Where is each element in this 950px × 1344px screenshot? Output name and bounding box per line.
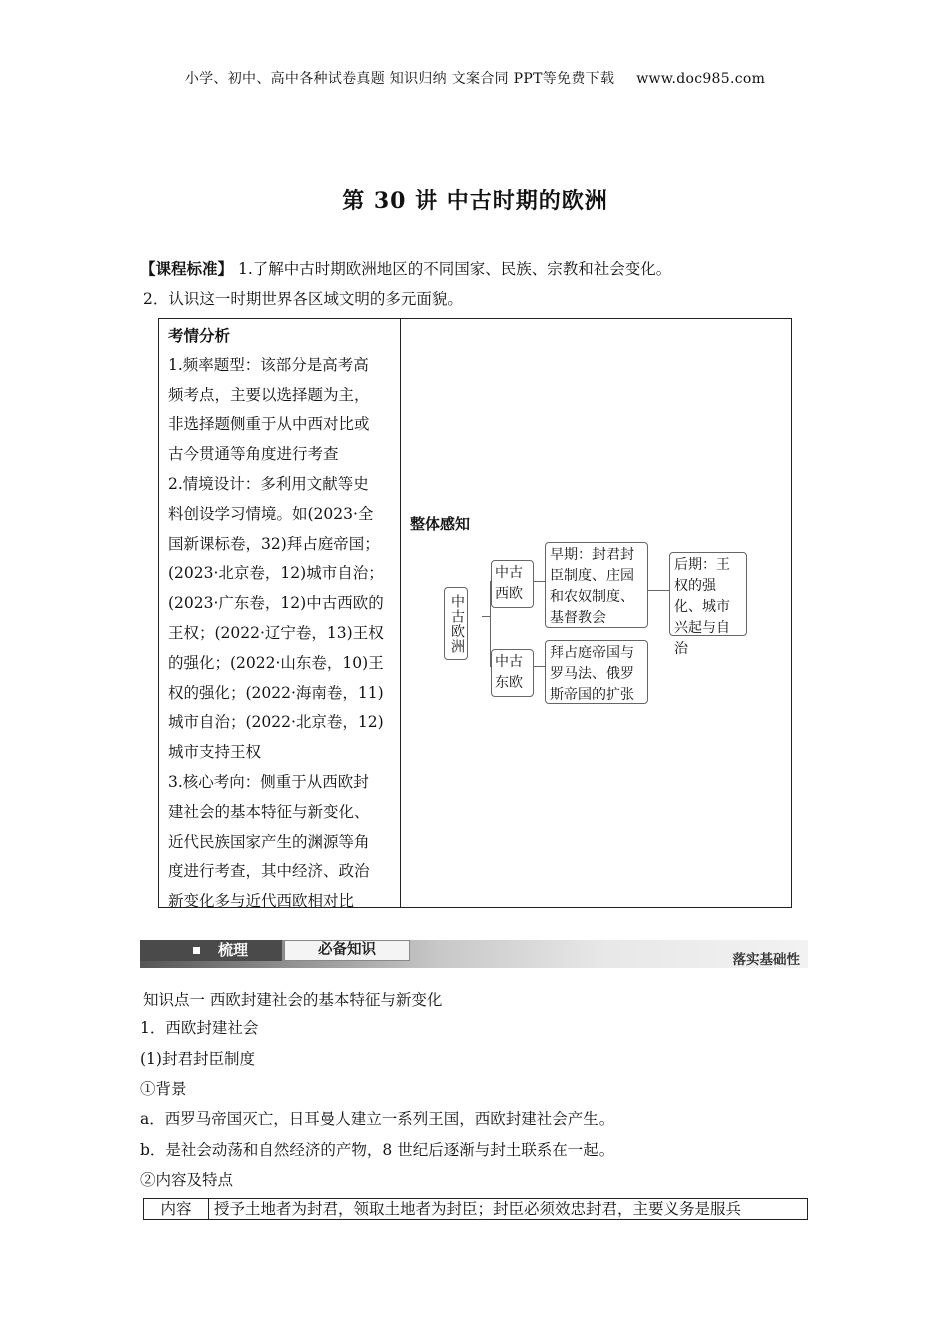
map-node-early: 早期：封君封臣制度、庄园和农奴制度、基督教会 bbox=[545, 542, 648, 628]
square-bullet-icon bbox=[193, 947, 200, 954]
analysis-column bbox=[168, 321, 396, 917]
course-standard-line1 bbox=[140, 259, 671, 279]
header-text: 小学、初中、高中各种试卷真题 知识归纳 文案合同 PPT等免费下载 bbox=[184, 71, 615, 87]
section-heading-4: ②内容及特点 bbox=[140, 1171, 234, 1189]
analysis-line: 的强化；(2022·山东卷，10)王 bbox=[168, 653, 384, 672]
analysis-heading: 考情分析 bbox=[168, 326, 231, 345]
content-table bbox=[143, 1198, 808, 1220]
analysis-line: 王权；(2022·辽宁卷，13)王权 bbox=[168, 623, 384, 642]
analysis-line: (2023·广东卷，12)中古西欧的 bbox=[168, 594, 384, 613]
analysis-line: 古今贯通等角度进行考查 bbox=[168, 445, 339, 464]
analysis-line: 新变化多与近代西欧相对比 bbox=[168, 892, 355, 911]
analysis-line: 1.频率题型：该部分是高考高 bbox=[168, 355, 369, 374]
analysis-line: 城市支持王权 bbox=[168, 743, 262, 762]
table-divider bbox=[400, 319, 401, 907]
paragraph-b: b．是社会动荡和自然经济的产物，8 世纪后逐渐与封土联系在一起。 bbox=[140, 1141, 615, 1159]
header-url[interactable]: www.doc985.com bbox=[636, 71, 766, 87]
analysis-line: 建社会的基本特征与新变化、 bbox=[168, 802, 370, 821]
section-heading-1: 1．西欧封建社会 bbox=[140, 1019, 259, 1037]
analysis-line: 料创设学习情境。如(2023·全 bbox=[168, 504, 374, 523]
map-node-root: 中古欧洲 bbox=[444, 587, 468, 660]
analysis-line: 国新课标卷，32)拜占庭帝国； bbox=[168, 534, 380, 553]
analysis-line: 城市自治；(2022·北京卷，12) bbox=[168, 713, 384, 732]
analysis-line: 度进行考查，其中经济、政治 bbox=[168, 862, 370, 881]
analysis-line: 非选择题侧重于从中西对比或 bbox=[168, 415, 370, 434]
page-title: 第 30 讲 中古时期的欧洲 bbox=[342, 188, 608, 214]
overview-heading: 整体感知 bbox=[410, 515, 471, 533]
paragraph-a: a．西罗马帝国灭亡，日耳曼人建立一系列王国，西欧封建社会产生。 bbox=[140, 1110, 615, 1128]
section-heading-3: ①背景 bbox=[140, 1080, 187, 1098]
analysis-table bbox=[158, 318, 792, 911]
course-standard-label: 【课程标准】 bbox=[140, 259, 234, 278]
map-node-west: 中古西欧 bbox=[491, 560, 534, 608]
content-table-label: 内容 bbox=[144, 1199, 209, 1219]
section-heading-2: (1)封君封臣制度 bbox=[140, 1050, 255, 1068]
band-label-knowledge: 必备知识 bbox=[284, 940, 410, 961]
band-label-right: 落实基础性 bbox=[732, 952, 800, 968]
course-standard-item2: 2．认识这一时期世界各区域文明的多元面貌。 bbox=[143, 290, 463, 308]
knowledge-point-title: 知识点一 西欧封建社会的基本特征与新变化 bbox=[143, 991, 443, 1009]
analysis-line: 3.核心考向：侧重于从西欧封 bbox=[168, 772, 369, 791]
band-tag bbox=[140, 940, 282, 961]
course-standard-item1: 1.了解中古时期欧洲地区的不同国家、民族、宗教和社会变化。 bbox=[237, 260, 672, 278]
analysis-line: 频考点，主要以选择题为主， bbox=[168, 385, 370, 404]
map-node-late: 后期：王权的强化、城市兴起与自治 bbox=[669, 552, 747, 636]
analysis-line: 2.情境设计：多利用文献等史 bbox=[168, 474, 369, 493]
content-table-text: 授予土地者为封君，领取土地者为封臣；封臣必须效忠封君，主要义务是服兵 bbox=[214, 1200, 742, 1218]
map-node-east: 中古东欧 bbox=[491, 649, 534, 697]
section-band bbox=[140, 940, 808, 968]
connector bbox=[648, 590, 670, 591]
page-header bbox=[0, 68, 950, 88]
analysis-line: 近代民族国家产生的渊源等角 bbox=[168, 832, 370, 851]
analysis-line: 权的强化；(2022·海南卷，11) bbox=[168, 683, 384, 702]
map-node-east-detail: 拜占庭帝国与罗马法、俄罗斯帝国的扩张 bbox=[545, 640, 648, 704]
analysis-line: (2023·北京卷，12)城市自治； bbox=[168, 564, 384, 583]
band-label-sort: 梳理 bbox=[218, 941, 249, 959]
